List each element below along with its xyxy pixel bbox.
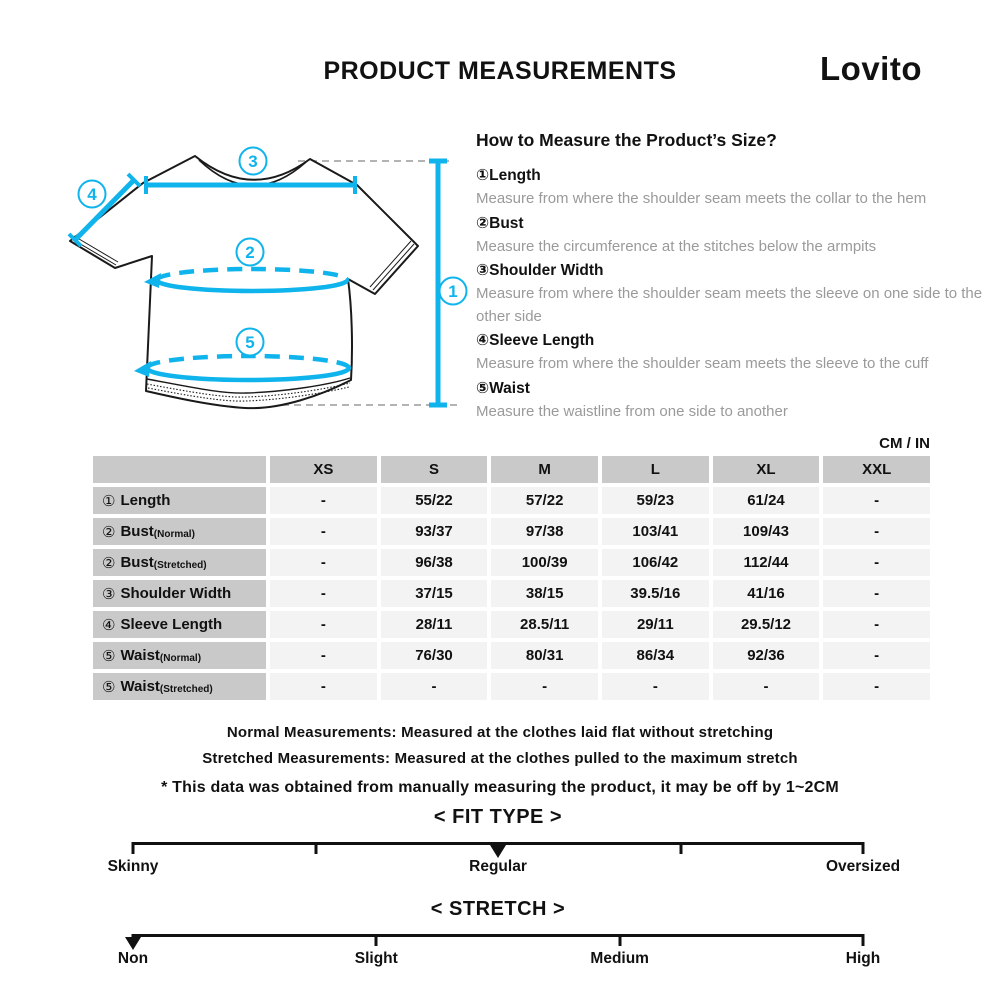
column-header-xs: XS bbox=[270, 456, 377, 483]
item-num: ② bbox=[476, 213, 490, 232]
row-label-1 bbox=[93, 518, 266, 545]
value-cell-r1-c3: 103/41 bbox=[602, 518, 709, 545]
how-to-item-shoulder-width bbox=[476, 258, 998, 283]
how-to-desc-waist: Measure the waistline from one side to another bbox=[476, 402, 788, 420]
row-subtitle: (Stretched) bbox=[159, 684, 213, 695]
value-cell-r1-c1: 93/37 bbox=[381, 518, 488, 545]
item-num: ④ bbox=[476, 331, 490, 349]
value-cell-r5-c5: - bbox=[823, 642, 930, 669]
fit-type-labels bbox=[107, 858, 901, 878]
how-to-desc-bust: Measure the circumference at the stitches below the armpits bbox=[476, 237, 877, 255]
row-label-5 bbox=[93, 642, 266, 669]
how-to-item-bust bbox=[476, 211, 998, 236]
row-subtitle: (Stretched) bbox=[153, 560, 207, 571]
stretch-title: < STRETCH > bbox=[430, 898, 566, 920]
how-to-desc-shoulder-width: Measure from where the shoulder seam meets the sleeve on one side to the other side bbox=[476, 285, 983, 325]
item-num: ① bbox=[476, 166, 490, 184]
value-cell-r2-c4: 112/44 bbox=[713, 549, 820, 576]
marker-num-shoulder: 3 bbox=[248, 152, 258, 171]
value-cell-r4-c4: 29.5/12 bbox=[713, 611, 820, 638]
note-normal: Normal Measurements: Measured at the clothes laid flat without stretching bbox=[226, 724, 774, 741]
how-to-measure-section bbox=[476, 130, 998, 423]
item-label: Length bbox=[489, 167, 541, 184]
value-cell-r5-c1: 76/30 bbox=[381, 642, 488, 669]
value-cell-r5-c2: 80/31 bbox=[491, 642, 598, 669]
value-cell-r6-c4: - bbox=[713, 673, 820, 700]
scale-tick bbox=[862, 934, 865, 946]
scale-label-medium: Medium bbox=[590, 950, 649, 967]
scale-label-non: Non bbox=[117, 950, 149, 967]
column-header-l: L bbox=[602, 456, 709, 483]
row-num: ③ bbox=[102, 584, 116, 603]
row-num: ② bbox=[102, 522, 116, 541]
scale-label-oversized: Oversized bbox=[825, 858, 901, 875]
notes-section bbox=[0, 720, 1000, 797]
page-title: PRODUCT MEASUREMENTS bbox=[323, 57, 677, 85]
value-cell-r1-c5: - bbox=[823, 518, 930, 545]
value-cell-r0-c1: 55/22 bbox=[381, 487, 488, 514]
scale-tick bbox=[314, 842, 317, 854]
scale-label-slight: Slight bbox=[354, 950, 398, 967]
value-cell-r3-c0: - bbox=[270, 580, 377, 607]
how-to-item-length bbox=[476, 163, 998, 188]
row-title: Shoulder Width bbox=[120, 585, 232, 602]
value-cell-r0-c5: - bbox=[823, 487, 930, 514]
row-label-2 bbox=[93, 549, 266, 576]
scale-label-regular: Regular bbox=[469, 858, 527, 875]
marker-num-length: 1 bbox=[448, 282, 458, 301]
item-label: Waist bbox=[489, 379, 530, 397]
value-cell-r2-c5: - bbox=[823, 549, 930, 576]
value-cell-r5-c3: 86/34 bbox=[602, 642, 709, 669]
value-cell-r1-c4: 109/43 bbox=[713, 518, 820, 545]
note-stretched: Stretched Measurements: Measured at the clothes pulled to the maximum stretch bbox=[202, 750, 798, 767]
stretch-labels bbox=[117, 950, 881, 970]
unit-label: CM / IN bbox=[879, 435, 930, 452]
value-cell-r3-c5: - bbox=[823, 580, 930, 607]
value-cell-r3-c4: 41/16 bbox=[713, 580, 820, 607]
row-label-3 bbox=[93, 580, 266, 607]
value-cell-r0-c2: 57/22 bbox=[491, 487, 598, 514]
marker-num-sleeve: 4 bbox=[87, 185, 97, 204]
size-table bbox=[93, 456, 930, 700]
row-label-4 bbox=[93, 611, 266, 638]
row-title: Length bbox=[120, 492, 171, 509]
row-num: ⑤ bbox=[102, 646, 116, 665]
value-cell-r2-c0: - bbox=[270, 549, 377, 576]
row-title: Waist bbox=[120, 678, 160, 695]
value-cell-r0-c0: - bbox=[270, 487, 377, 514]
scale-tick bbox=[375, 934, 378, 946]
brand-logo: Lovito bbox=[820, 50, 922, 87]
table-corner-cell bbox=[93, 456, 266, 483]
row-subtitle: (Normal) bbox=[159, 653, 202, 664]
scale-marker-triangle bbox=[490, 845, 506, 858]
value-cell-r2-c3: 106/42 bbox=[602, 549, 709, 576]
tshirt-measurement-diagram bbox=[60, 128, 480, 438]
value-cell-r6-c3: - bbox=[602, 673, 709, 700]
value-cell-r3-c1: 37/15 bbox=[381, 580, 488, 607]
value-cell-r2-c2: 100/39 bbox=[491, 549, 598, 576]
value-cell-r1-c2: 97/38 bbox=[491, 518, 598, 545]
value-cell-r6-c2: - bbox=[491, 673, 598, 700]
how-to-heading: How to Measure the Product’s Size? bbox=[476, 130, 777, 150]
value-cell-r4-c3: 29/11 bbox=[602, 611, 709, 638]
row-num: ② bbox=[102, 553, 116, 572]
row-subtitle: (Normal) bbox=[153, 529, 195, 540]
waist-arrowhead bbox=[134, 361, 151, 377]
row-label-0 bbox=[93, 487, 266, 514]
value-cell-r4-c5: - bbox=[823, 611, 930, 638]
row-title: Sleeve Length bbox=[120, 616, 223, 633]
fit-type-scale bbox=[107, 805, 901, 878]
how-to-item-sleeve-length bbox=[476, 328, 998, 353]
marker-num-bust: 2 bbox=[245, 243, 255, 262]
scale-label-skinny: Skinny bbox=[107, 858, 159, 875]
item-label: Shoulder Width bbox=[489, 262, 604, 279]
scale-tick bbox=[132, 842, 135, 854]
scale-label-high: High bbox=[845, 950, 881, 967]
marker-num-waist: 5 bbox=[245, 333, 255, 352]
row-title: Bust bbox=[120, 523, 154, 540]
value-cell-r5-c0: - bbox=[270, 642, 377, 669]
value-cell-r1-c0: - bbox=[270, 518, 377, 545]
value-cell-r3-c2: 38/15 bbox=[491, 580, 598, 607]
column-header-s: S bbox=[381, 456, 488, 483]
row-title: Bust bbox=[120, 554, 154, 571]
fit-type-title: < FIT TYPE > bbox=[433, 806, 563, 828]
row-num: ① bbox=[102, 491, 116, 510]
value-cell-r6-c5: - bbox=[823, 673, 930, 700]
value-cell-r5-c4: 92/36 bbox=[713, 642, 820, 669]
row-num: ④ bbox=[102, 615, 116, 634]
how-to-desc-sleeve-length: Measure from where the shoulder seam meets the sleeve to the cuff bbox=[476, 355, 929, 372]
note-disclaimer: * This data was obtained from manually measuring the product, it may be off by 1~2CM bbox=[161, 779, 839, 796]
item-num: ⑤ bbox=[476, 378, 490, 397]
scale-tick bbox=[862, 842, 865, 854]
value-cell-r2-c1: 96/38 bbox=[381, 549, 488, 576]
fit-type-line bbox=[133, 842, 863, 845]
how-to-item-waist bbox=[476, 376, 998, 401]
scale-tick bbox=[679, 842, 682, 854]
scale-marker-triangle bbox=[125, 937, 141, 950]
stretch-line bbox=[133, 934, 863, 937]
row-num: ⑤ bbox=[102, 677, 116, 696]
item-num: ③ bbox=[476, 261, 490, 279]
value-cell-r0-c3: 59/23 bbox=[602, 487, 709, 514]
how-to-desc-length: Measure from where the shoulder seam meets the collar to the hem bbox=[476, 190, 927, 207]
column-header-xl: XL bbox=[713, 456, 820, 483]
value-cell-r0-c4: 61/24 bbox=[713, 487, 820, 514]
value-cell-r4-c0: - bbox=[270, 611, 377, 638]
scale-tick bbox=[618, 934, 621, 946]
row-label-6 bbox=[93, 673, 266, 700]
item-label: Sleeve Length bbox=[489, 332, 595, 349]
column-header-xxl: XXL bbox=[823, 456, 930, 483]
column-header-m: M bbox=[491, 456, 598, 483]
item-label: Bust bbox=[489, 214, 524, 232]
value-cell-r3-c3: 39.5/16 bbox=[602, 580, 709, 607]
value-cell-r6-c0: - bbox=[270, 673, 377, 700]
row-title: Waist bbox=[120, 647, 160, 664]
value-cell-r4-c2: 28.5/11 bbox=[491, 611, 598, 638]
value-cell-r4-c1: 28/11 bbox=[381, 611, 488, 638]
value-cell-r6-c1: - bbox=[381, 673, 488, 700]
stretch-scale bbox=[117, 897, 881, 970]
